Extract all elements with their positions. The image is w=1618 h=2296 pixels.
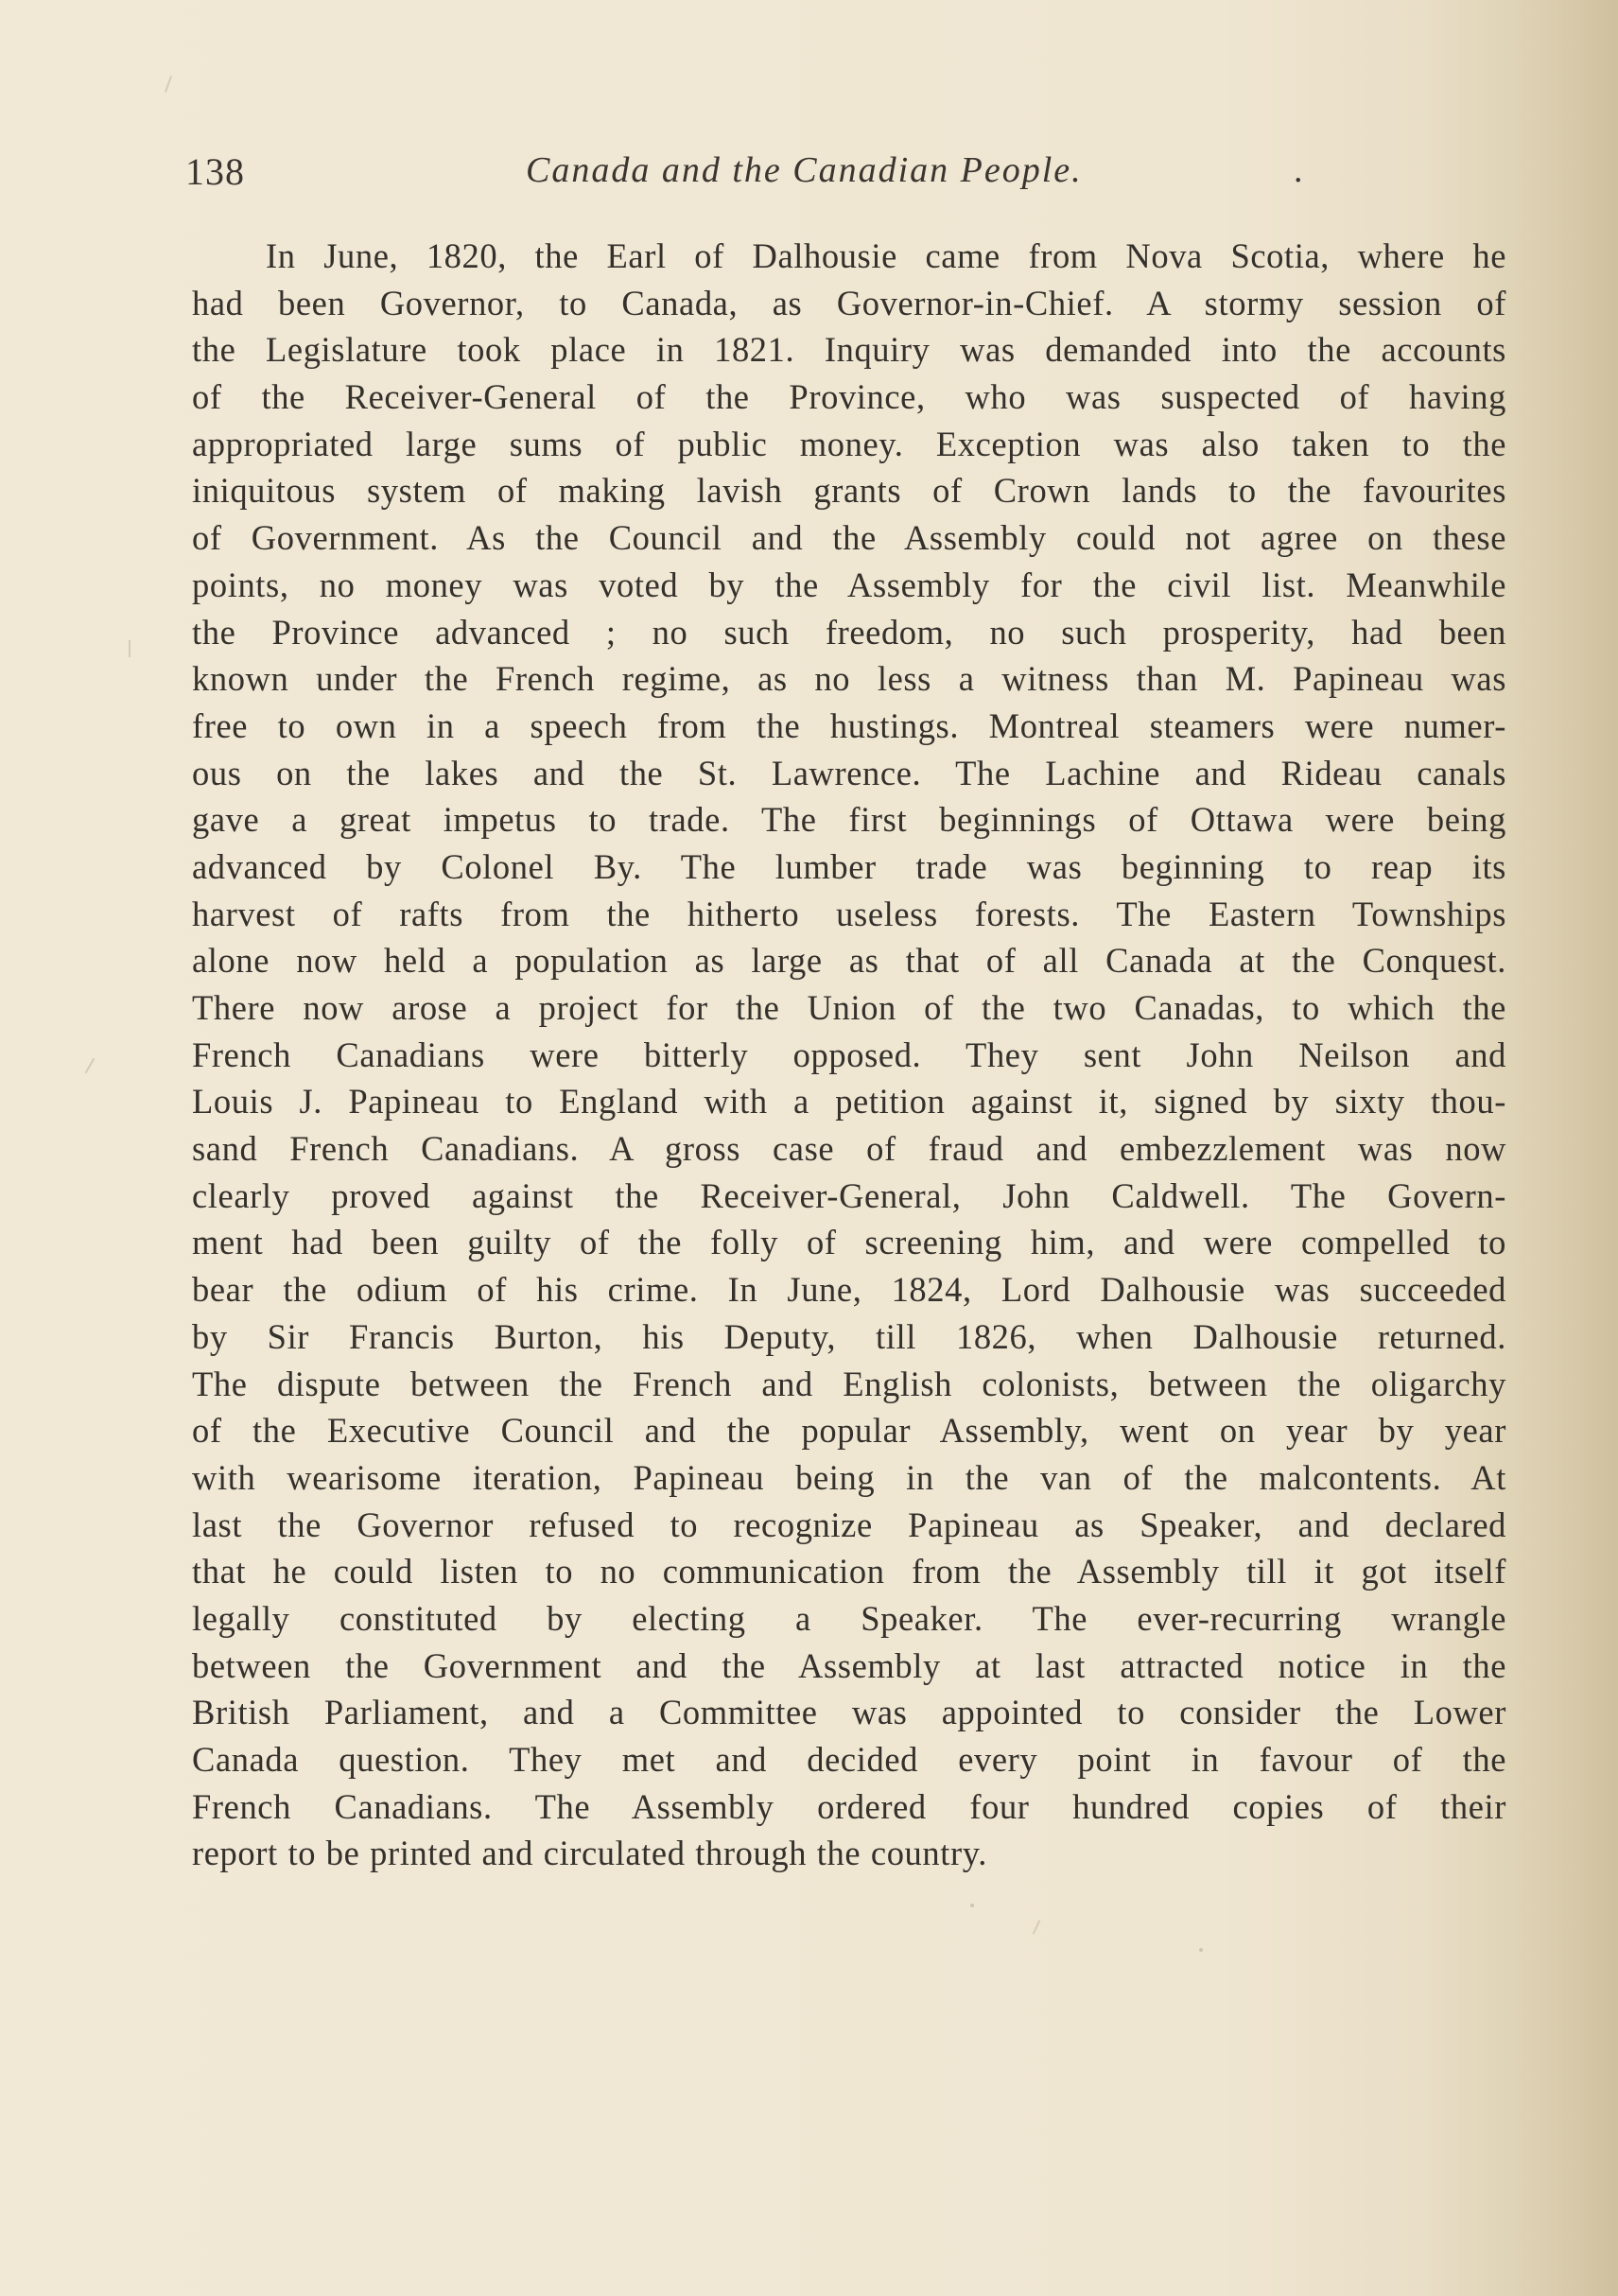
text-line: clearly proved against the Receiver-General, John Caldwell. The Govern- (192, 1175, 1506, 1215)
body-paragraph (192, 233, 1506, 1877)
text-line: harvest of rafts from the hitherto useless forests. The Eastern Townships (192, 894, 1506, 933)
text-line: known under the French regime, as no less a witness than M. Papineau was (192, 659, 1506, 699)
text-line: There now arose a project for the Union of the two Canadas, to which the (192, 988, 1506, 1027)
text-line: had been Governor, to Canada, as Governor-in-Chief. A stormy session of (192, 283, 1506, 322)
text-line: report to be printed and circulated through the country. (192, 1834, 987, 1873)
text-line: French Canadians. The Assembly ordered four hundred copies of their (192, 1786, 1506, 1826)
text-line: sand French Canadians. A gross case of fraud and embezzlement was now (192, 1129, 1506, 1169)
text-line: last the Governor refused to recognize Papineau as Speaker, and declared (192, 1505, 1506, 1544)
text-line: ment had been guilty of the folly of screening him, and were compelled to (192, 1223, 1506, 1262)
text-line: that he could listen to no communication from the Assembly till it got itself (192, 1552, 1506, 1592)
text-line: points, no money was voted by the Assembly for the civil list. Meanwhile (192, 565, 1506, 604)
running-header (185, 149, 1320, 206)
text-line: with wearisome iteration, Papineau being in the van of the malcontents. At (192, 1457, 1506, 1497)
text-line: iniquitous system of making lavish grants of Crown lands to the favourites (192, 471, 1506, 511)
text-line: In June, 1820, the Earl of Dalhousie came from Nova Scotia, where he (266, 236, 1506, 275)
text-line: French Canadians were bitterly opposed. They sent John Neilson and (192, 1035, 1506, 1074)
text-line: between the Government and the Assembly at last attracted notice in the (192, 1645, 1506, 1685)
header-dot: . (1294, 150, 1303, 190)
text-line: bear the odium of his crime. In June, 1824, Lord Dalhousie was succeeded (192, 1270, 1506, 1310)
text-line: advanced by Colonel By. The lumber trade was beginning to reap its (192, 846, 1506, 886)
text-line: of Government. As the Council and the Assembly could not agree on these (192, 518, 1506, 558)
text-line: Canada question. They met and decided every point in favour of the (192, 1740, 1506, 1779)
paper-speck (129, 640, 130, 657)
text-line: British Parliament, and a Committee was appointed to consider the Lower (192, 1693, 1506, 1732)
paper-speck (970, 1904, 974, 1907)
paper-speck (85, 1058, 96, 1074)
text-line: the Legislature took place in 1821. Inquiry was demanded into the accounts (192, 330, 1506, 370)
text-line: of the Receiver-General of the Province, who was suspected of having (192, 377, 1506, 417)
paper-speck (1033, 1920, 1041, 1934)
text-line: by Sir Francis Burton, his Deputy, till 1826, when Dalhousie returned. (192, 1316, 1506, 1356)
page-number: 138 (185, 150, 245, 193)
text-line: Louis J. Papineau to England with a petition against it, signed by sixty thou- (192, 1082, 1506, 1122)
text-line: ous on the lakes and the St. Lawrence. The Lachine and Rideau canals (192, 753, 1506, 792)
paper-speck (165, 76, 172, 93)
text-line: the Province advanced ; no such freedom, no such prosperity, had been (192, 612, 1506, 652)
text-line: of the Executive Council and the popular Assembly, went on year by year (192, 1411, 1506, 1451)
text-line: gave a great impetus to trade. The first beginnings of Ottawa were being (192, 800, 1506, 840)
running-title: Canada and the Canadian People. (526, 150, 1083, 190)
text-line: appropriated large sums of public money. Exception was also taken to the (192, 424, 1506, 463)
text-line: legally constituted by electing a Speaker. The ever-recurring wrangle (192, 1598, 1506, 1638)
text-line: The dispute between the French and English colonists, between the oligarchy (192, 1364, 1506, 1403)
text-line: alone now held a population as large as that of all Canada at the Conquest. (192, 941, 1506, 981)
text-line: free to own in a speech from the hustings. Montreal steamers were numer- (192, 705, 1506, 745)
paper-speck (1199, 1948, 1203, 1952)
